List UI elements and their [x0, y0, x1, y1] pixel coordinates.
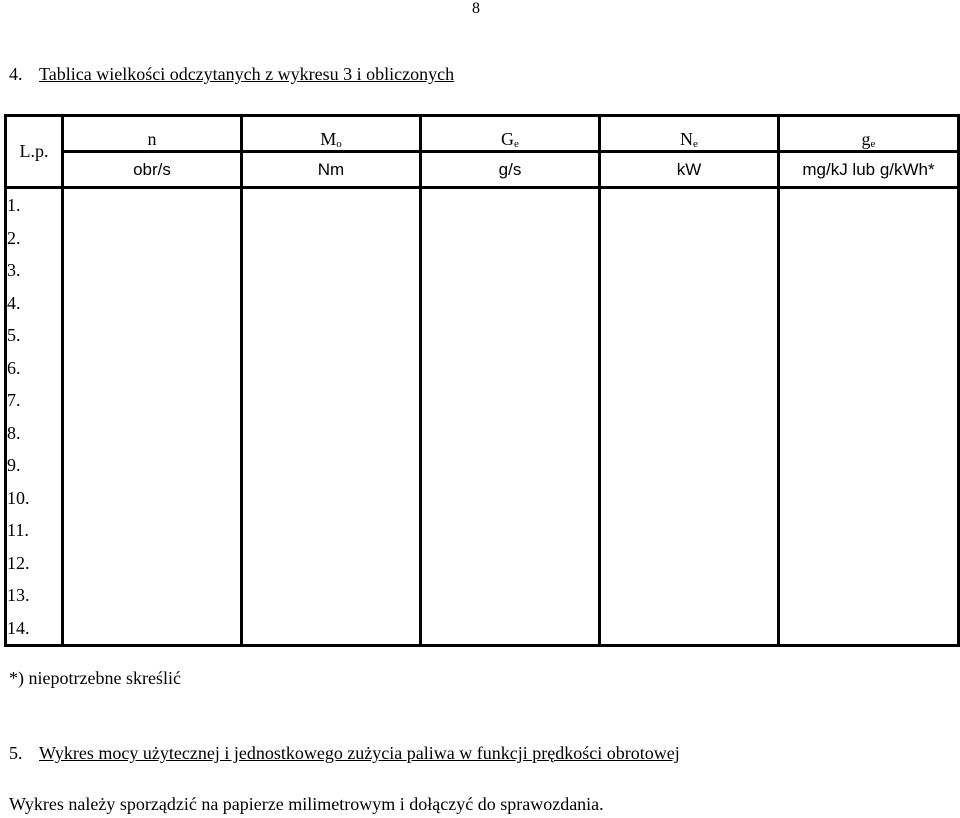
row-number: 12. — [7, 552, 30, 573]
row-number: 3. — [7, 260, 21, 280]
empty-cell-ge-specific[interactable] — [779, 188, 959, 646]
table-body — [6, 188, 959, 646]
header-unit-row — [6, 152, 959, 188]
section-4-number: 4. — [9, 64, 23, 84]
column-header-n: n — [63, 116, 242, 152]
row-number: 6. — [7, 357, 21, 378]
footnote: *) niepotrzebne skreślić — [9, 668, 181, 688]
row-number: 2. — [7, 227, 21, 248]
lp-header: L.p. — [6, 116, 63, 188]
row-number: 8. — [7, 422, 21, 443]
section-4-heading — [9, 64, 454, 85]
column-header-ge: $G_e$ — [421, 116, 600, 152]
unit-ge-specific: mg/kJ lub g/kWh* — [779, 152, 959, 188]
empty-cell-ne[interactable] — [600, 188, 779, 646]
page-number: 8 — [472, 0, 480, 17]
row-number: 1. — [7, 195, 21, 215]
row-number: 7. — [7, 390, 21, 410]
column-header-ge-specific: $g_e$ — [779, 116, 959, 152]
section-4-title: Tablica wielkości odczytanych z wykresu 3 i obliczonych — [39, 64, 455, 84]
row-number: 11. — [7, 520, 29, 540]
empty-cell-ge[interactable] — [421, 188, 600, 646]
empty-cell-n[interactable] — [63, 188, 242, 646]
unit-ne: kW — [600, 152, 779, 188]
row-number: 9. — [7, 455, 21, 475]
row-number: 10. — [7, 487, 30, 508]
unit-ge: g/s — [421, 152, 600, 188]
column-header-mo: $M_o$ — [242, 116, 421, 152]
empty-cell-mo[interactable] — [242, 188, 421, 646]
row-number: 4. — [7, 292, 21, 313]
lp-number-column — [6, 188, 63, 646]
section-5-number: 5. — [9, 743, 23, 763]
section-5-title: Wykres mocy użytecznej i jednostkowego zużycia paliwa w funkcji prędkości obrotowej — [39, 743, 680, 763]
results-table — [4, 114, 960, 647]
row-number: 13. — [7, 585, 30, 605]
header-symbol-row — [6, 116, 959, 152]
instruction-text: Wykres należy sporządzić na papierze milimetrowym i dołączyć do sprawozdania. — [9, 794, 604, 814]
unit-n: obr/s — [63, 152, 242, 188]
column-header-ne: $N_e$ — [600, 116, 779, 152]
unit-mo: Nm — [242, 152, 421, 188]
row-number: 14. — [7, 617, 30, 638]
row-number: 5. — [7, 325, 21, 345]
section-5-heading — [9, 743, 680, 764]
